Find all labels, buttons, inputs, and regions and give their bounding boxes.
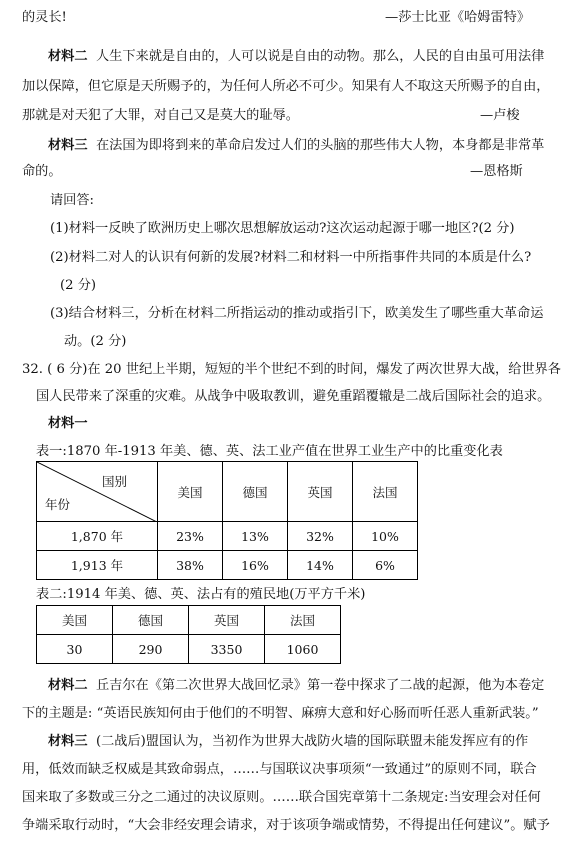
q32-material-3-line2: 用，低效而缺乏权威是其致命弱点，……与国联议决事项须“一致通过”的原则不同，联合 — [22, 762, 537, 777]
table1-cell: 13% — [223, 522, 288, 551]
q32-material-3-label: 材料三 — [48, 734, 88, 749]
table1-header: 法国 — [353, 462, 418, 522]
question-1: (1)材料一反映了欧洲历史上哪次思想解放运动?这次运动起源于哪一地区?(2 分) — [50, 221, 515, 236]
table1-corner-top: 国别 — [101, 474, 127, 489]
table-2 — [36, 605, 341, 664]
text-fragment: 的灵长! — [22, 10, 67, 25]
q32-material-2-line1: 丘吉尔在《第二次世界大战回忆录》第一卷中探求了二战的起源，他为本卷定 — [95, 678, 545, 693]
diagonal-line — [37, 462, 157, 522]
q32-material-3-paragraph — [48, 730, 528, 749]
table-row — [37, 551, 418, 580]
table1-year: 1,870 年 — [37, 522, 158, 551]
table2-cell: 3350 — [189, 635, 265, 664]
table1-header: 英国 — [288, 462, 353, 522]
table1-cell: 14% — [288, 551, 353, 580]
q32-material-3-line1: (二战后)盟国认为，当初作为世界大战防火墙的国际联盟未能发挥应有的作 — [95, 734, 529, 749]
q32-material-3-line4: 争端采取行动时，“大会非经安理会请求，对于该项争端或情势，不得提出任何建议”。赋予 — [22, 818, 550, 833]
material-2-line2: 加以保障，但它原是天所赐予的，为任何人所必不可少。知果有人不取这天所赐予的自由， — [22, 79, 550, 94]
table1-cell: 32% — [288, 522, 353, 551]
table2-header: 美国 — [37, 606, 113, 635]
table2-caption: 表二:1914 年美、德、英、法占有的殖民地(万平方千米) — [36, 587, 366, 602]
material-2-line1: 人生下来就是自由的，人可以说是自由的动物。那么，人民的自由虽可用法律 — [95, 49, 545, 64]
table1-header: 美国 — [158, 462, 223, 522]
table1-corner-cell — [37, 462, 158, 522]
table1-cell: 38% — [158, 551, 223, 580]
table2-cell: 290 — [113, 635, 189, 664]
material-3-line1: 在法国为即将到来的革命启发过人们的头脑的那些伟大人物，本身都是非常革 — [95, 138, 545, 153]
q32-material-2-paragraph — [48, 674, 544, 693]
question-2a: (2)材料二对人的认识有何新的发展?材料二和材料一中所指事件共同的本质是什么? — [50, 250, 532, 265]
q32-material-1-label: 材料一 — [48, 416, 88, 431]
table1-cell: 23% — [158, 522, 223, 551]
material-3-paragraph — [48, 134, 544, 153]
material-3-line2: 命的。 — [22, 164, 62, 179]
table2-header: 英国 — [189, 606, 265, 635]
q32-material-2-label: 材料二 — [48, 678, 88, 693]
table-row — [37, 635, 341, 664]
table1-header: 德国 — [223, 462, 288, 522]
table1-cell: 16% — [223, 551, 288, 580]
q32-material-3-line3: 国来取了多数或三分之二通过的决议原则。……联合国宪章第十二条规定:当安理会对任何 — [22, 790, 541, 805]
table1-caption: 表一:1870 年-1913 年美、德、英、法工业产值在世界工业生产中的比重变化表 — [36, 444, 503, 459]
question-3b: 动。(2 分) — [64, 334, 127, 349]
q32-intro-line1: 32. ( 6 分)在 20 世纪上半期，短短的半个世纪不到的时间，爆发了两次世界大战，给世界各 — [22, 362, 561, 377]
quote-source: —莎士比亚《哈姆雷特》 — [385, 10, 531, 25]
table1-cell: 10% — [353, 522, 418, 551]
table1-corner-bottom: 年份 — [45, 497, 71, 512]
table1-year: 1,913 年 — [37, 551, 158, 580]
table2-cell: 1060 — [265, 635, 341, 664]
q32-intro-line2: 国人民带来了深重的灾难。从战争中吸取教训，避免重蹈覆辙是二战后国际社会的追求。 — [36, 389, 551, 404]
table2-header: 法国 — [265, 606, 341, 635]
table2-cell: 30 — [37, 635, 113, 664]
q32-material-2-line2: 下的主题是: “英语民族知何由于他们的不明智、麻痹大意和好心肠而听任恶人重新武装。” — [22, 706, 539, 721]
table-row — [37, 522, 418, 551]
question-2b: (2 分) — [60, 278, 97, 293]
material-2-label: 材料二 — [48, 49, 88, 64]
questions-prompt: 请回答: — [50, 193, 95, 208]
material-3-label: 材料三 — [48, 138, 88, 153]
table2-header: 德国 — [113, 606, 189, 635]
table1-cell: 6% — [353, 551, 418, 580]
material-2-line3: 那就是对天犯了大罪，对自己又是莫大的耻辱。 — [22, 108, 299, 123]
material-2-paragraph — [48, 45, 544, 64]
table-1 — [36, 461, 418, 580]
material-3-source: —恩格斯 — [470, 164, 523, 179]
material-2-source: —卢梭 — [480, 108, 520, 123]
question-3a: (3)结合材料三，分析在材料二所指运动的推动或指引下，欧美发生了哪些重大革命运 — [50, 306, 544, 321]
